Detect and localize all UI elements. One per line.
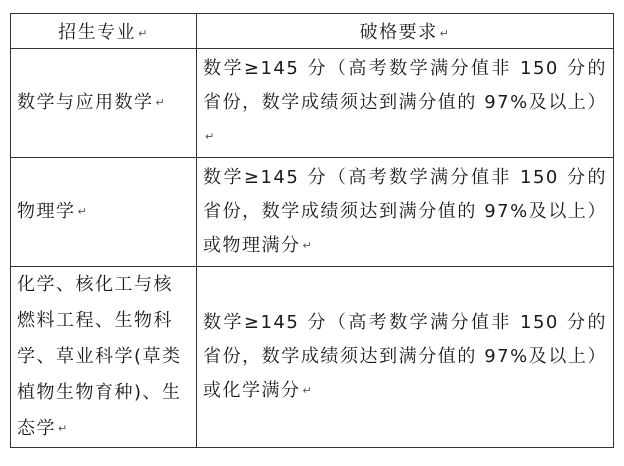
table-row xyxy=(11,49,614,158)
paragraph-mark-icon: ↵ xyxy=(439,26,451,40)
table-header-row xyxy=(11,14,614,49)
major-cell: 化学、核化工与核燃料工程、生物科学、草业科学(草类植物生物育种)、生态学 ↵ xyxy=(11,267,197,448)
paragraph-mark-icon: ↵ xyxy=(155,96,167,109)
major-cell: 物理学 ↵ xyxy=(11,158,197,267)
major-cell: 数学与应用数学 ↵ xyxy=(11,49,197,158)
table-row xyxy=(11,267,614,448)
header-requirement: 破格要求 ↵ xyxy=(197,14,614,49)
paragraph-mark-icon: ↵ xyxy=(77,205,89,218)
requirement-cell: 数学≥145 分（高考数学满分值非 150 分的省份，数学成绩须达到满分值的 97%及以上）或物理满分 ↵ xyxy=(197,158,614,267)
admission-requirements-table xyxy=(10,13,614,448)
requirement-cell: 数学≥145 分（高考数学满分值非 150 分的省份，数学成绩须达到满分值的 97%及以上）↵ xyxy=(197,49,614,158)
paragraph-mark-icon: ↵ xyxy=(58,422,69,435)
paragraph-mark-icon: ↵ xyxy=(205,130,216,143)
paragraph-mark-icon: ↵ xyxy=(138,26,149,40)
requirement-cell: 数学≥145 分（高考数学满分值非 150 分的省份，数学成绩须达到满分值的 97%及以上）或化学满分 ↵ xyxy=(197,267,614,448)
table-row xyxy=(11,158,614,267)
header-major: 招生专业 ↵ xyxy=(11,14,197,49)
paragraph-mark-icon: ↵ xyxy=(302,239,314,252)
paragraph-mark-icon: ↵ xyxy=(302,384,314,397)
